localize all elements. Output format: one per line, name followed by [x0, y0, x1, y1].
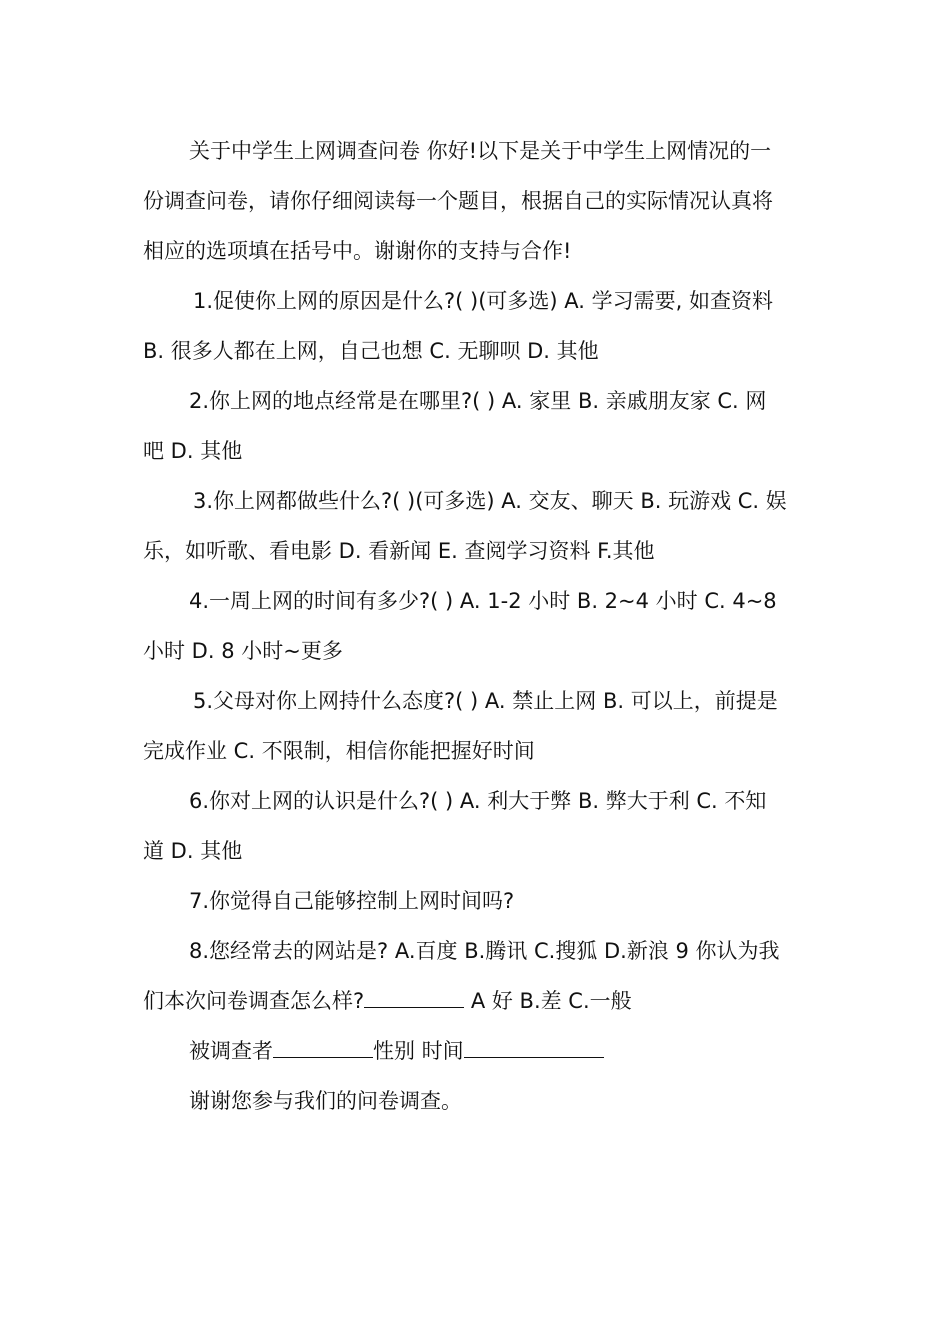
intro-line-3: 相应的选项填在括号中。谢谢你的支持与合作!: [143, 239, 572, 263]
question-5-line-2: 完成作业 C. 不限制，相信你能把握好时间: [143, 739, 535, 763]
question-6: [143, 776, 808, 876]
question-1: [143, 276, 808, 376]
intro-line-2: 份调查问卷，请你仔细阅读每一个题目，根据自己的实际情况认真将: [143, 189, 773, 213]
question-2-line-1: 2.你上网的地点经常是在哪里?( ) A. 家里 B. 亲戚朋友家 C. 网: [189, 389, 767, 413]
question-4-line-2: 小时 D. 8 小时~更多: [143, 639, 343, 663]
question-2: [143, 376, 808, 476]
respondent-name-blank[interactable]: [273, 1033, 373, 1058]
question-8-line-1: 8.您经常去的网站是? A.百度 B.腾讯 C.搜狐 D.新浪 9 你认为我: [189, 939, 780, 963]
question-8-line-2-prefix: 们本次问卷调查怎么样?: [143, 989, 365, 1013]
question-4: [143, 576, 808, 676]
question-1-line-1: 1.促使你上网的原因是什么?( )(可多选) A. 学习需要, 如查资料: [193, 289, 773, 313]
question-8-line-2: [143, 976, 808, 1026]
question-3-line-2: 乐，如听歌、看电影 D. 看新闻 E. 查阅学习资料 F.其他: [143, 539, 655, 563]
survey-answer-blank[interactable]: [364, 983, 464, 1008]
question-3: [143, 476, 808, 576]
question-8: [143, 926, 808, 1026]
survey-content: [143, 126, 808, 1126]
respondent-info: [143, 1026, 808, 1076]
respondent-label: 被调查者: [189, 1039, 273, 1063]
question-7-line: 7.你觉得自己能够控制上网时间吗?: [189, 889, 515, 913]
question-6-line-1: 6.你对上网的认识是什么?( ) A. 利大于弊 B. 弊大于利 C. 不知: [189, 789, 767, 813]
respondent-line: [143, 1026, 808, 1076]
question-5-line-1: 5.父母对你上网持什么态度?( ) A. 禁止上网 B. 可以上，前提是: [193, 689, 778, 713]
question-1-line-2: B. 很多人都在上网，自己也想 C. 无聊呗 D. 其他: [143, 339, 599, 363]
question-2-line-2: 吧 D. 其他: [143, 439, 243, 463]
intro-paragraph: [143, 126, 808, 276]
question-8-line-2-suffix: A 好 B.差 C.一般: [464, 989, 632, 1013]
question-5: [143, 676, 808, 776]
question-6-line-2: 道 D. 其他: [143, 839, 243, 863]
thanks-paragraph: [143, 1076, 808, 1126]
question-4-line-1: 4.一周上网的时间有多少?( ) A. 1-2 小时 B. 2~4 小时 C. 4~8: [189, 589, 777, 613]
intro-line-1: 关于中学生上网调查问卷 你好!以下是关于中学生上网情况的一: [189, 139, 772, 163]
gender-time-label: 性别 时间: [373, 1039, 464, 1063]
thanks-line: 谢谢您参与我们的问卷调查。: [189, 1089, 462, 1113]
time-blank[interactable]: [464, 1033, 604, 1058]
question-3-line-1: 3.你上网都做些什么?( )(可多选) A. 交友、聊天 B. 玩游戏 C. 娱: [193, 489, 787, 513]
question-7: [143, 876, 808, 926]
